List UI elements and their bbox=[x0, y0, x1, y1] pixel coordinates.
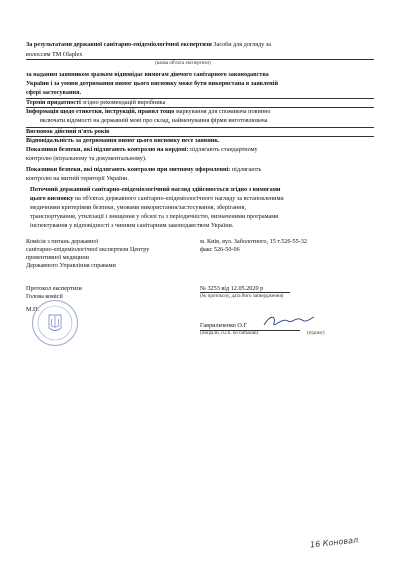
expertise-caption: (назва об'єкта експертизи) bbox=[155, 61, 211, 66]
expertise-underline bbox=[26, 59, 374, 60]
signer-name: Гаврильченко О.Г bbox=[200, 322, 248, 329]
supervision-line-5: інспектування у відповідності з чинним санітарним законодавством України. bbox=[30, 222, 234, 229]
signer-caption: (ініціали, п.і.б. по батькові) bbox=[200, 331, 259, 336]
validity-row: Висновок дійсний п'ять років bbox=[26, 127, 374, 137]
supervision-label-2: цього висновку bbox=[30, 195, 74, 202]
compliance-line-1: за наданим заявником зразком відповідає вимогам діючого санітарного законодавства bbox=[26, 71, 269, 78]
labeling-line-1 bbox=[26, 108, 374, 116]
border-control-line-2: контролю (візуальному та документальному). bbox=[26, 155, 147, 162]
chairman-label: Голова комісії bbox=[26, 293, 63, 300]
commission-address-1: м. Київ, вул. Заболотного, 15 т.526-55-32 bbox=[200, 238, 307, 245]
official-stamp bbox=[32, 300, 78, 346]
mp-label: М.П. bbox=[26, 306, 40, 313]
border-control-label: Показники безпеки, які підлягають контролю на кордоні: bbox=[26, 146, 189, 153]
protocol-caption: (№ протоколу, дата його затвердження) bbox=[200, 294, 284, 299]
labeling-label: Інформація щодо етикетки, інструкцій, правил тощо bbox=[26, 108, 175, 115]
supervision-line-3: медичними критеріями безпеки, умовами використання/застосування, зберігання, bbox=[30, 204, 246, 211]
commission-line-4: Державного Управління справами bbox=[26, 262, 116, 269]
labeling-line-2: включати відомості на державній мові про склад, найменування фірми виготовлювача bbox=[40, 117, 268, 124]
supervision-line-2 bbox=[30, 195, 374, 203]
customs-control-line-1 bbox=[26, 166, 374, 174]
expertise-object-value-2: волоссям ТМ Olaplex bbox=[26, 51, 83, 58]
handwritten-note: 16 Коновал bbox=[309, 535, 359, 550]
signature-caption: (підпис) bbox=[307, 331, 325, 336]
commission-line-2: санітарно-епідеміологічної експертизи Центру bbox=[26, 246, 150, 253]
commission-address-2: факс 526-50-06 bbox=[200, 246, 240, 253]
supervision-value-2: на об'єктах державного санітарно-епідеміологічного нагляду за встановленими bbox=[74, 195, 284, 202]
compliance-line-2: України і за умови дотримання вимог цього висновку може бути використана в заявленій bbox=[26, 80, 279, 87]
supervision-line-4: транспортування, утилізації і знищення у обсязі та з періодичністю, визначеними програмами bbox=[30, 213, 279, 220]
expertise-object-line bbox=[26, 41, 374, 49]
protocol-number-date: № 3253 від 12.05.2020 р bbox=[200, 285, 264, 292]
customs-control-line-2: контролю на митній території України. bbox=[26, 175, 129, 182]
handwritten-signature bbox=[262, 311, 316, 331]
labeling-value-1: маркування для споживача повинно bbox=[175, 108, 271, 115]
compliance-line-3: сфері застосування. bbox=[26, 89, 81, 96]
responsibility-row: Відповідальність за дотримання вимог цього висновку несе заявник. bbox=[26, 137, 220, 144]
supervision-line-1: Поточний державний санітарно-епідеміологічний нагляд здійснюється згідно з вимогами bbox=[30, 186, 281, 193]
shelf-life-label: Термін придатності bbox=[26, 99, 81, 106]
protocol-underline bbox=[200, 292, 290, 293]
commission-line-3: превентивної медицини bbox=[26, 254, 89, 261]
expertise-object-line-2 bbox=[26, 51, 374, 59]
shelf-life-row bbox=[26, 98, 374, 108]
coat-of-arms-icon bbox=[33, 301, 77, 345]
shelf-life-value: згідно рекомендацій виробника bbox=[82, 99, 166, 106]
customs-control-label: Показники безпеки, які підлягають контролю при митному оформленні: bbox=[26, 166, 231, 173]
border-control-value-1: підлягають стандартному bbox=[190, 146, 258, 153]
commission-line-1: Комісія з питань державної bbox=[26, 238, 99, 245]
expertise-object-value: Засоби для догляду за bbox=[213, 41, 272, 48]
expertise-label: За результатами державної санітарно-епідеміологічної експертизи bbox=[26, 41, 212, 48]
protocol-label: Протокол експертизи bbox=[26, 285, 82, 292]
border-control-line-1 bbox=[26, 146, 374, 154]
customs-control-value-1: підлягають bbox=[231, 166, 262, 173]
